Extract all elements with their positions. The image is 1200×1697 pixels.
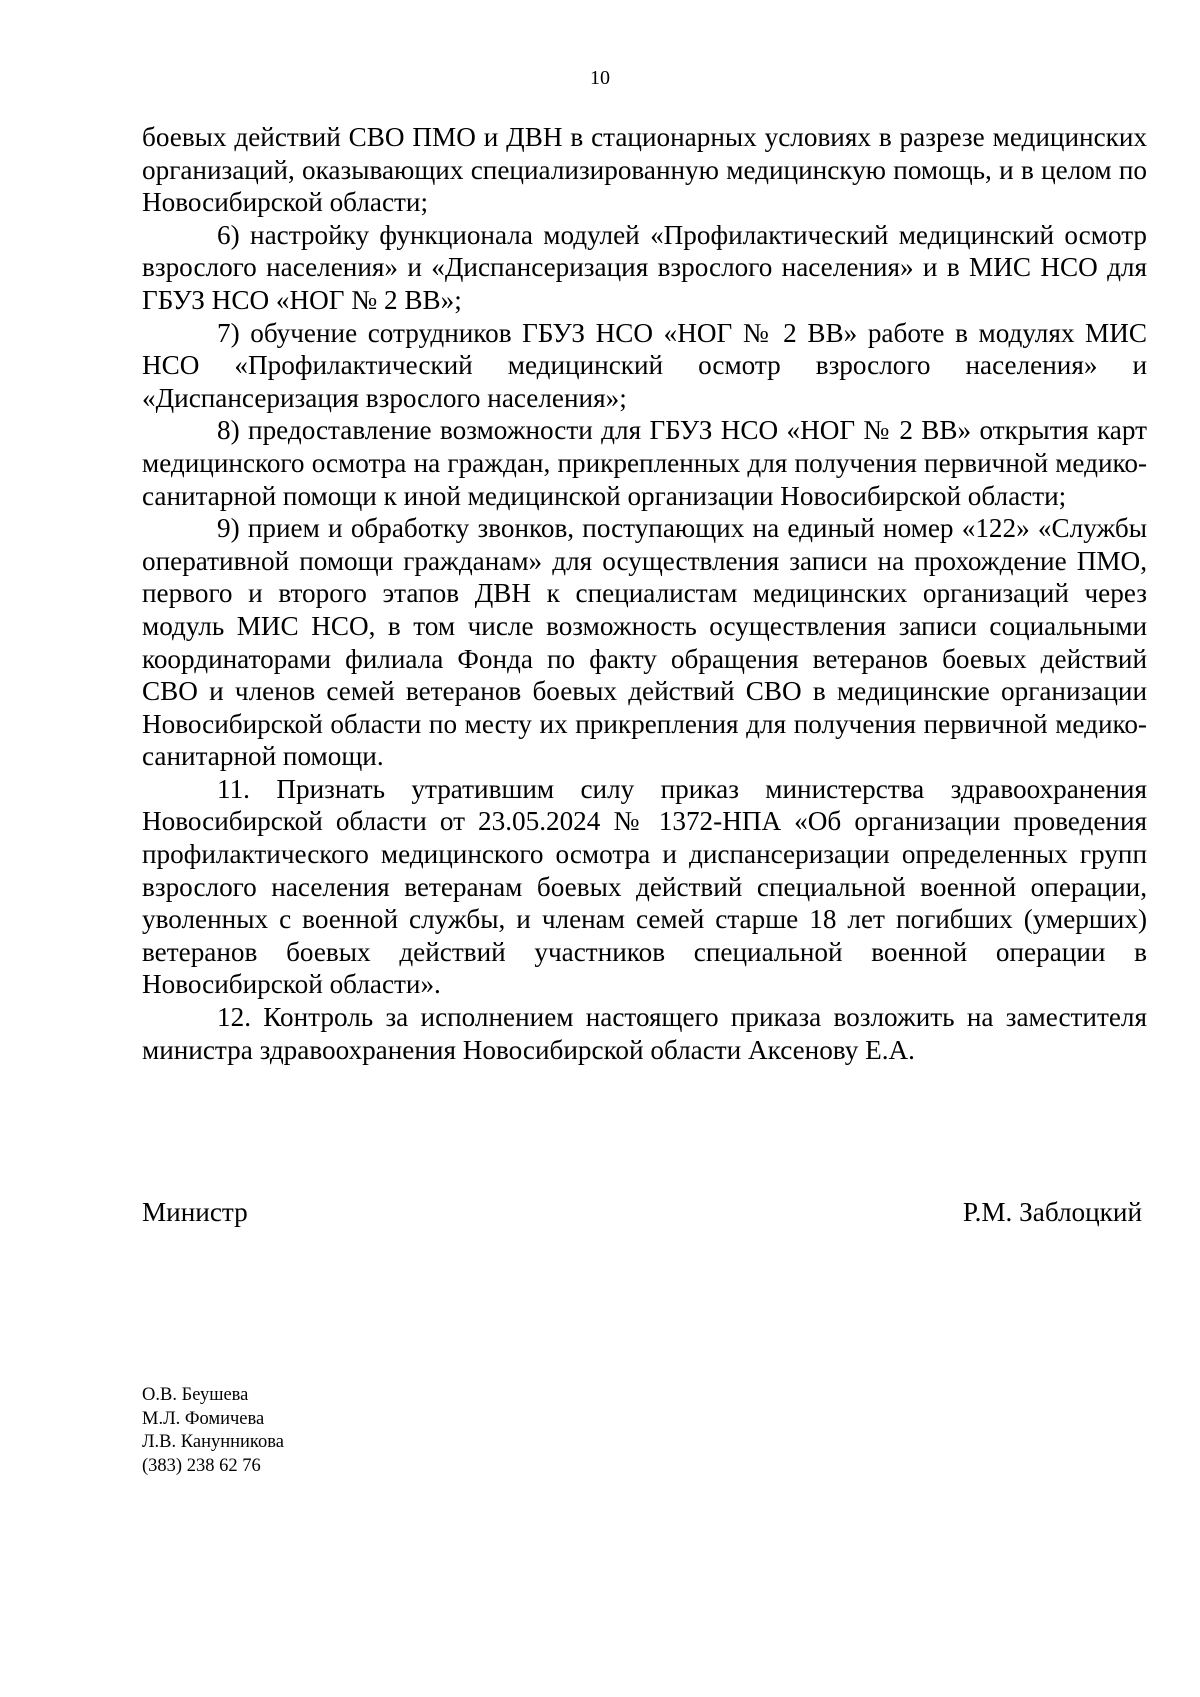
executor-name: О.В. Беушева xyxy=(142,1385,249,1405)
signatory-position: Министр xyxy=(142,1197,248,1227)
page-number: 10 xyxy=(590,67,610,89)
executors-list xyxy=(142,1384,284,1478)
document-body xyxy=(142,121,1147,1066)
paragraph-item-8: 8) предоставление возможности для ГБУЗ НСО «НОГ № 2 ВВ» открытия карт медицинского осмотра на граждан, прикрепленных для получения первичной медико-санитарной помощи к иной медицинской организации Новосибирской области; xyxy=(142,415,1147,511)
signatory-name: Р.М. Заблоцкий xyxy=(962,1197,1142,1227)
paragraph-item-6: 6) настройку функционала модулей «Профилактический медицинский осмотр взрослого населения» и «Диспансеризация взрослого населения» и в МИС НСО для ГБУЗ НСО «НОГ № 2 ВВ»; xyxy=(142,219,1147,315)
paragraph-item-9: 9) прием и обработку звонков, поступающих на единый номер «122» «Службы оперативной помощи гражданам» для осуществления записи на прохождение ПМО, первого и второго этапов ДВН к специалистам медицинских организаций через модуль МИС НСО, в том числе возможность осуществления записи социальными координаторами филиала Фонда по факту обращения ветеранов боевых действий СВО и членов семей ветеранов боевых действий СВО в медицинские организации Новосибирской области по месту их прикрепления для получения первичной медико-санитарной помощи. xyxy=(142,513,1147,772)
executor-phone: (383) 238 62 76 xyxy=(142,1455,261,1476)
executor-name: М.Л. Фомичева xyxy=(142,1408,265,1429)
paragraph-clause-12: 12. Контроль за исполнением настоящего приказа возложить на заместителя министра здравоохранения Новосибирской области Аксенову Е.А. xyxy=(142,1002,1147,1065)
executor-name: Л.В. Канунникова xyxy=(142,1432,284,1452)
paragraph-clause-11: 11. Признать утратившим силу приказ министерства здравоохранения Новосибирской области от 23.05.2024 № 1372-НПА «Об организации проведения профилактического медицинского осмотра и диспансеризации определенных групп взрослого населения ветеранам боевых действий специальной военной операции, уволенных с военной службы, и членам семей старше 18 лет погибших (умерших) ветеранов боевых действий участников специальной военной операции в Новосибирской области». xyxy=(142,773,1147,1000)
paragraph-continuation: боевых действий СВО ПМО и ДВН в стационарных условиях в разрезе медицинских организаций, оказывающих специализированную медицинскую помощь, и в целом по Новосибирской области; xyxy=(142,122,1147,218)
paragraph-item-7: 7) обучение сотрудников ГБУЗ НСО «НОГ № 2 ВВ» работе в модулях МИС НСО «Профилактический медицинский осмотр взрослого населения» и «Диспансеризация взрослого населения»; xyxy=(142,317,1147,413)
